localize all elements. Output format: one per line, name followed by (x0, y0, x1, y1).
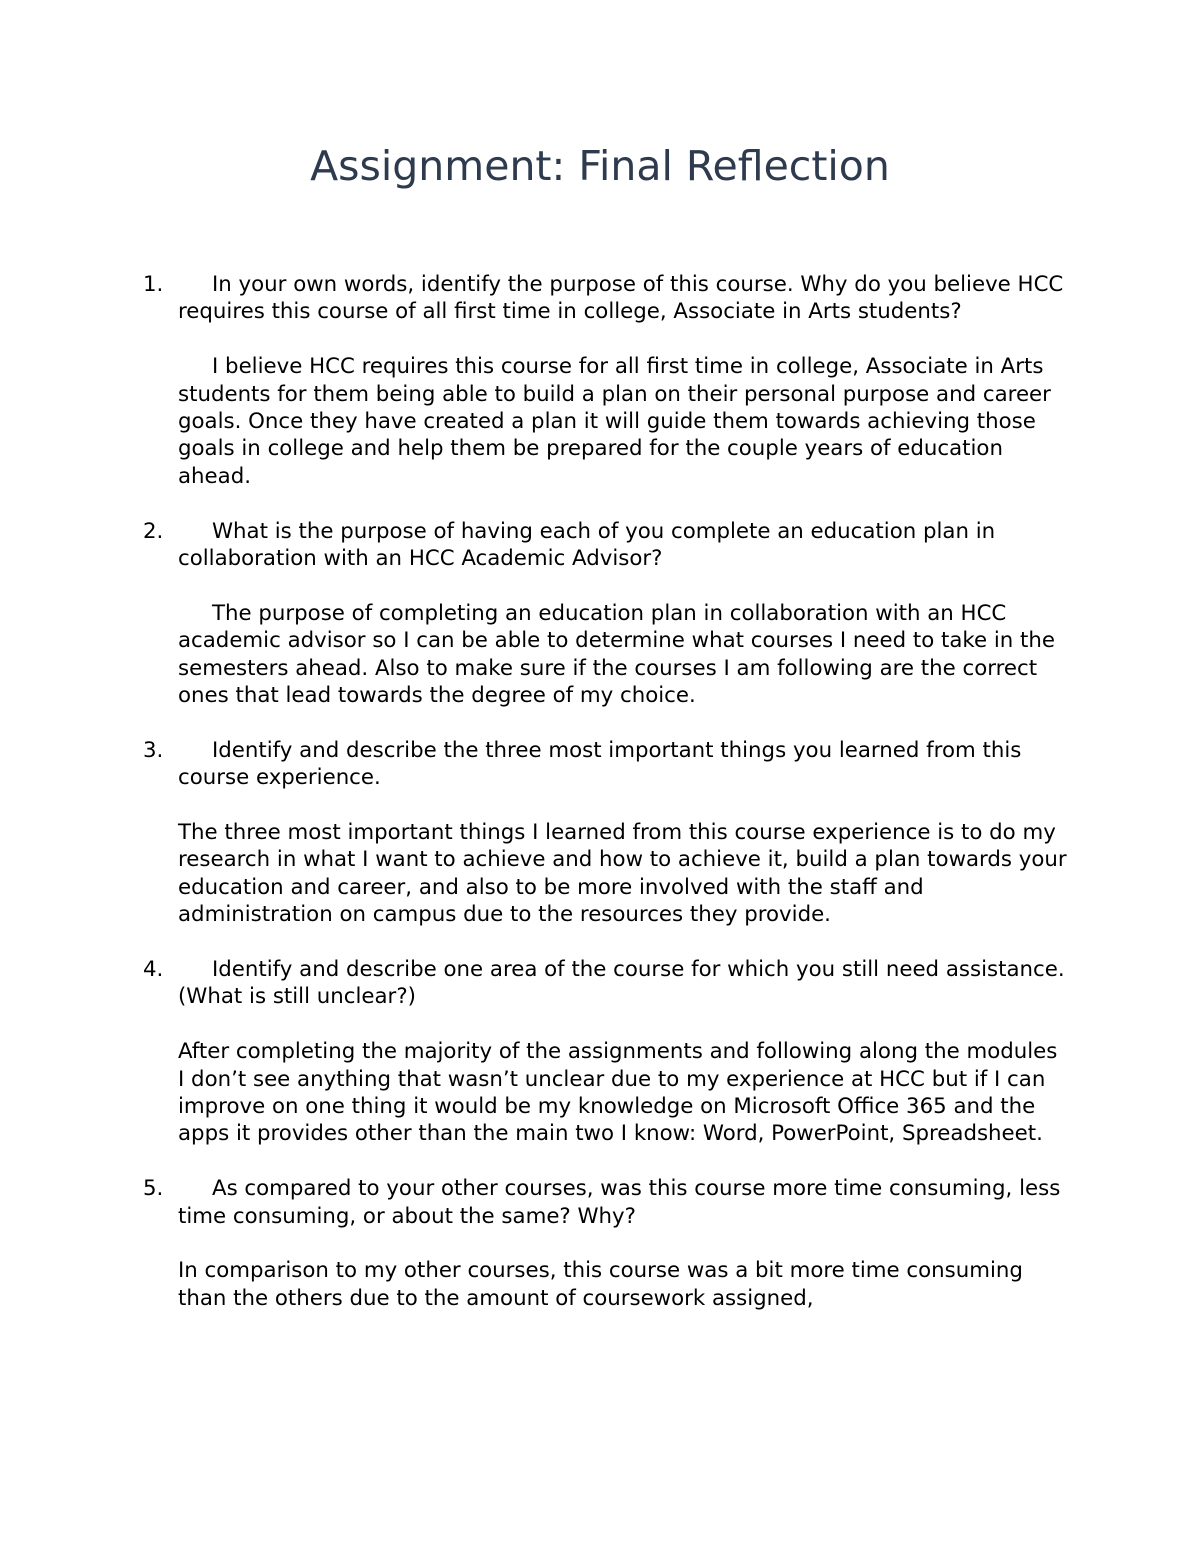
question-list (0, 271, 1200, 1340)
answer-text: I believe HCC requires this course for all first time in college, Associate in Arts students for them being able to build a plan on their personal purpose and career goals. Once they have created a plan it will guide them towards achieving those goals in college and help them be prepared for the couple years of education ahead. (178, 354, 1051, 489)
question (0, 271, 1068, 326)
answer-text: The purpose of completing an education plan in collaboration with an HCC academic advisor so I can be able to determine what courses I need to take in the semesters ahead. Also to make sure if the courses I am following are the correct ones that lead towards the degree of my choice. (178, 600, 1055, 709)
question (0, 1175, 1068, 1230)
question-text: Identify and describe the three most important things you learned from this course experience. (178, 737, 1022, 791)
question (0, 956, 1068, 1011)
question (0, 737, 1068, 792)
question-item-5 (0, 1175, 1200, 1312)
question-number: 5. (143, 1176, 164, 1202)
question-text: What is the purpose of having each of you complete an education plan in collaboration with an HCC Academic Advisor? (178, 518, 996, 572)
answer-text: In comparison to my other courses, this course was a bit more time consuming than the others due to the amount of coursework assigned, (178, 1258, 1023, 1311)
answer-text: The three most important things I learned from this course experience is to do my research in what I want to achieve and how to achieve it, build a plan towards your education and career, and also to be more involved with the staff and administration on campus due to the resources they provide. (178, 820, 1067, 928)
question-text: Identify and describe one area of the course for which you still need assistance. (What is still unclear?) (178, 957, 1065, 1010)
question-item-2 (0, 518, 1200, 710)
question-item-3 (0, 737, 1200, 929)
question-number: 3. (143, 737, 164, 763)
question (0, 518, 1068, 573)
question-number: 1. (143, 272, 164, 297)
question-item-1 (0, 271, 1200, 490)
question-number: 2. (143, 518, 164, 544)
question-text: As compared to your other courses, was this course more time consuming, less time consuming, or about the same? Why? (178, 1176, 1061, 1229)
question-number: 4. (143, 957, 164, 983)
question-item-4 (0, 956, 1200, 1148)
document-title: Assignment: Final Reflection (310, 142, 890, 190)
question-text: In your own words, identify the purpose of this course. Why do you believe HCC requires this course of all first time in college, Associate in Arts students? (178, 272, 1064, 325)
answer-text: After completing the majority of the assignments and following along the modules I don’t see anything that wasn’t unclear due to my experience at HCC but if I can improve on one thing it would be my knowledge on Microsoft Office 365 and the apps it provides other than the main two I know: Word, PowerPoint, Spreadsheet. (178, 1039, 1058, 1147)
